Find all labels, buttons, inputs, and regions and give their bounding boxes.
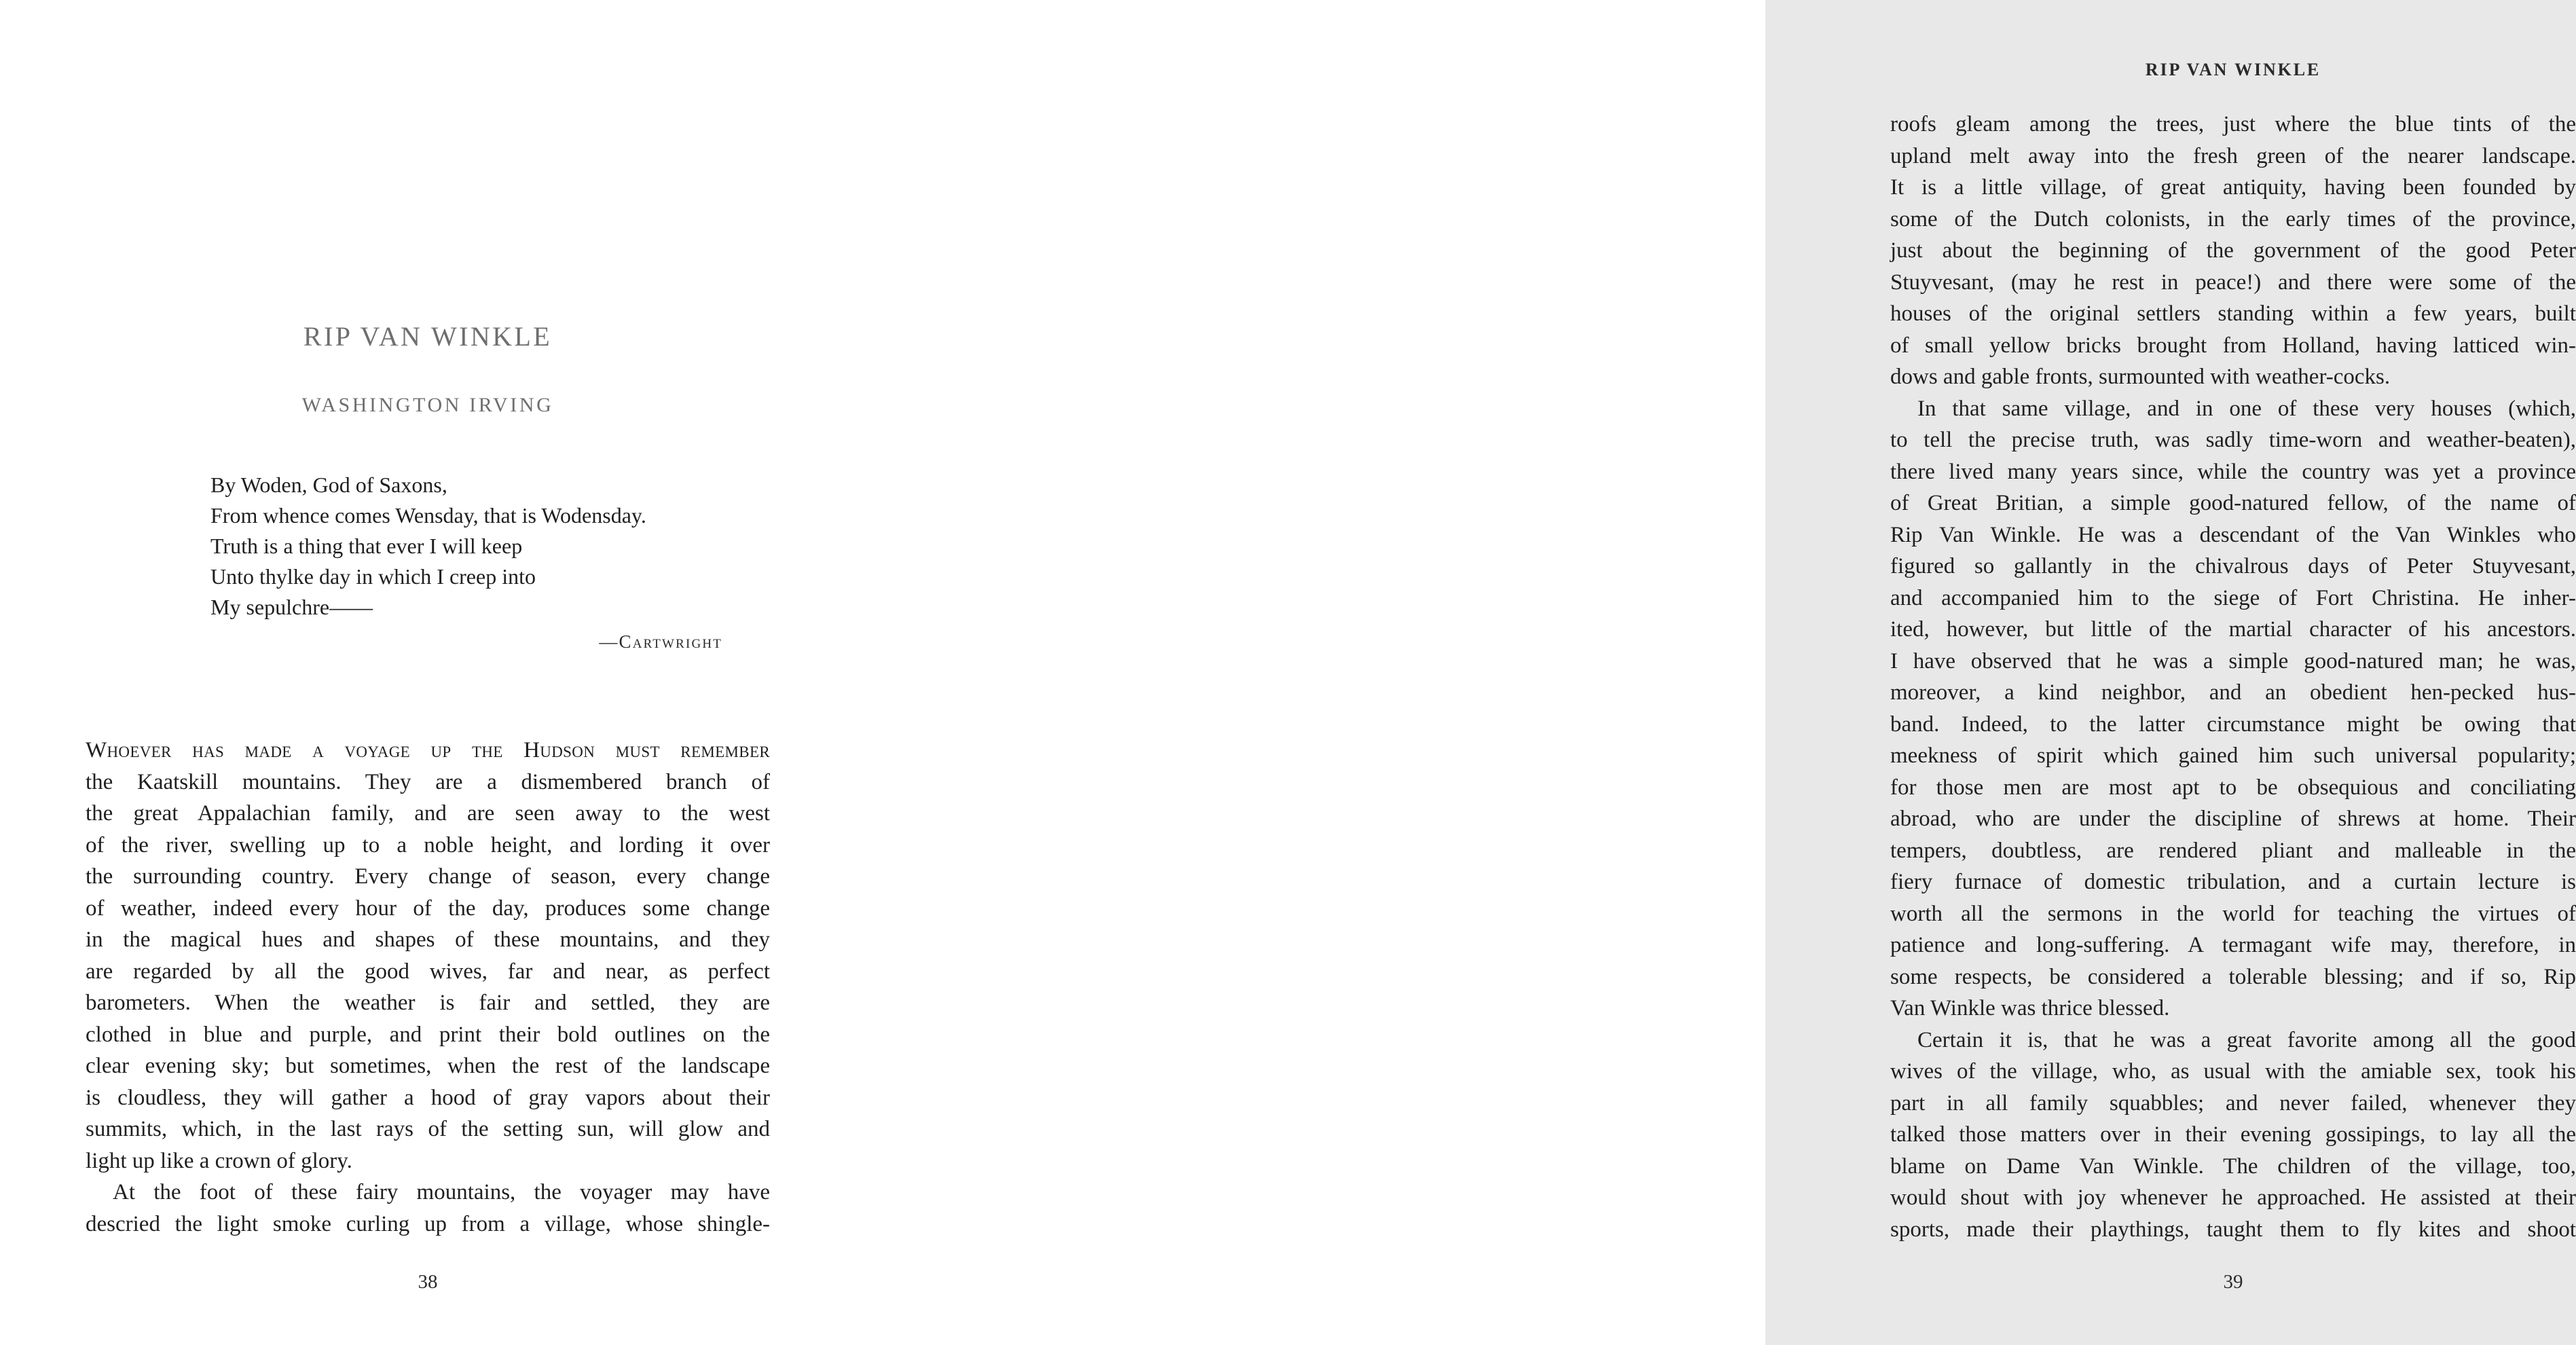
text-line: of Great Britian, a simple good-natured fellow, of the name of [1890,491,2576,515]
epigraph [210,470,774,623]
text-line: of the river, swelling up to a noble height, and lording it over [86,832,770,858]
text-line: houses of the original settlers standing within a few years, built [1890,301,2576,326]
epigraph-line: Truth is a thing that ever I will keep [210,534,523,558]
paragraph [1890,1025,2576,1246]
text-line: It is a little village, of great antiquity, having been founded by [1890,175,2576,200]
text-line: is cloudless, they will gather a hood of gray vapors about their [86,1085,770,1110]
text-line: the Kaatskill mountains. They are a dismembered branch of [86,769,770,794]
text-line: and accompanied him to the siege of Fort Christina. He inher- [1890,585,2576,610]
text-line: Stuyvesant, (may he rest in peace!) and there were some of the [1890,270,2576,295]
text-line: roofs gleam among the trees, just where the blue tints of the [1890,112,2576,136]
text-line: wives of the village, who, as usual with the amiable sex, took his [1890,1059,2576,1084]
chapter-author: WASHINGTON IRVING [301,394,554,416]
text-line: Whoever has made a voyage up the Hudson must remember [86,738,770,762]
text-line: patience and long-suffering. A termagant wife may, therefore, in [1890,933,2576,957]
text-line: the great Appalachian family, and are seen away to the west [86,801,770,826]
text-line: Certain it is, that he was a great favorite among all the good [1917,1027,2576,1052]
text-line: are regarded by all the good wives, far and near, as perfect [86,959,770,984]
text-line: sports, made their playthings, taught them to fly kites and shoot [1890,1217,2576,1242]
text-line: of small yellow bricks brought from Holland, having latticed win- [1890,333,2576,358]
text-line: of weather, indeed every hour of the day, produces some change [86,896,770,921]
text-line: upland melt away into the fresh green of the nearer landscape. [1890,143,2576,168]
page-left-body [86,735,770,1240]
page-number-right: 39 [2223,1271,2243,1293]
text-line: summits, which, in the last rays of the setting sun, will glow and [86,1117,770,1141]
page-right-body [1890,109,2576,1245]
page-left [0,0,883,1345]
text-line: I have observed that he was a simple good-natured man; he was, [1890,648,2576,674]
text-line: part in all family squabbles; and never failed, whenever they [1890,1090,2576,1116]
text-line: would shout with joy whenever he approached. He assisted at their [1890,1185,2576,1210]
text-line: just about the beginning of the government of the good Peter [1890,238,2576,263]
text-line: in the magical hues and shapes of these mountains, and they [86,927,770,952]
text-line: some of the Dutch colonists, in the early times of the province, [1890,206,2576,232]
text-line: light up like a crown of glory. [86,1148,352,1173]
text-line: meekness of spirit which gained him such universal popularity; [1890,743,2576,768]
text-line: At the foot of these fairy mountains, the voyager may have [113,1180,770,1204]
text-line: band. Indeed, to the latter circumstance might be owing that [1890,712,2576,737]
text-line: In that same village, and in one of these very houses (which, [1917,396,2576,421]
text-line: talked those matters over in their evening gossipings, to lay all the [1890,1122,2576,1147]
text-line: blame on Dame Van Winkle. The children of the village, too, [1890,1154,2576,1179]
text-line: descried the light smoke curling up from a village, whose shingle- [86,1211,770,1236]
text-line: to tell the precise truth, was sadly time-worn and weather-beaten), [1890,428,2576,452]
epigraph-line: From whence comes Wensday, that is Wodensday. [210,503,646,528]
paragraph [86,1177,770,1240]
paragraph [86,735,770,1177]
page-number-left: 38 [418,1271,438,1293]
paragraph [1890,109,2576,393]
text-line: moreover, a kind neighbor, and an obedient hen-pecked hus- [1890,680,2576,705]
epigraph-line: My sepulchre—— [210,595,373,619]
text-line: tempers, doubtless, are rendered pliant and malleable in the [1890,838,2576,863]
epigraph-line: By Woden, God of Saxons, [210,473,447,497]
text-line: dows and gable fronts, surmounted with weather-cocks. [1890,365,2391,389]
epigraph-line: Unto thylke day in which I creep into [210,564,536,589]
epigraph-attribution: —Cartwright [599,631,722,652]
text-line: clothed in blue and purple, and print their bold outlines on the [86,1022,770,1047]
text-line: some respects, be considered a tolerable blessing; and if so, Rip [1890,964,2576,989]
text-line: there lived many years since, while the country was yet a province [1890,459,2576,484]
page-right [883,0,2576,1345]
text-line: the surrounding country. Every change of season, every change [86,864,770,889]
text-line: fiery furnace of domestic tribulation, and a curtain lecture is [1890,870,2576,894]
chapter-title: RIP VAN WINKLE [303,321,553,352]
text-line: Van Winkle was thrice blessed. [1890,996,2170,1020]
text-line: clear evening sky; but sometimes, when the rest of the landscape [86,1054,770,1078]
text-line: barometers. When the weather is fair and settled, they are [86,991,770,1015]
text-line: for those men are most apt to be obsequious and conciliating [1890,775,2576,800]
text-line: worth all the sermons in the world for teaching the virtues of [1890,901,2576,926]
running-header: RIP VAN WINKLE [2145,60,2321,79]
text-line: abroad, who are under the discipline of shrews at home. Their [1890,807,2576,831]
text-line: ited, however, but little of the martial character of his ancestors. [1890,617,2576,642]
paragraph [1890,393,2576,1025]
text-line: Rip Van Winkle. He was a descendant of the Van Winkles who [1890,522,2576,547]
text-line: figured so gallantly in the chivalrous days of Peter Stuyvesant, [1890,554,2576,578]
